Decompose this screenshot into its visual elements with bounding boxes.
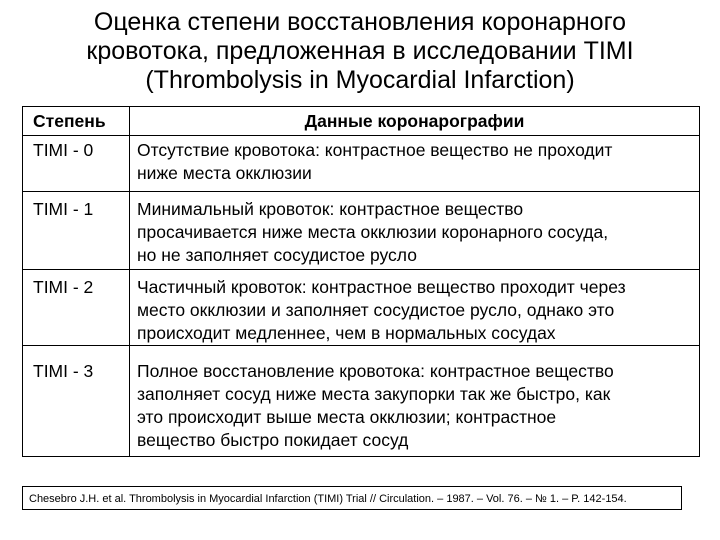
page-title: [0, 8, 720, 95]
description-line: но не заполняет сосудистое русло: [137, 245, 417, 265]
table-header-row: [23, 107, 700, 136]
grade-cell: TIMI - 0: [23, 136, 130, 192]
header-grade: Степень: [23, 107, 130, 136]
table-row: [23, 136, 700, 192]
description-line: просачивается ниже места окклюзии коронарного сосуда,: [137, 222, 609, 242]
table-row: [23, 270, 700, 346]
description-cell: [130, 136, 700, 192]
description-line: заполняет сосуд ниже места закупорки так же быстро, как: [137, 384, 611, 404]
description-line: Минимальный кровоток: контрастное вещество: [137, 199, 524, 219]
title-line-3: (Thrombolysis in Myocardial Infarction): [145, 66, 575, 94]
table-row: [23, 192, 700, 270]
description-line: ниже места окклюзии: [137, 163, 312, 183]
description-cell: [130, 346, 700, 457]
description-line: Полное восстановление кровотока: контрастное вещество: [137, 361, 614, 381]
description-line: Отсутствие кровотока: контрастное вещество не проходит: [137, 140, 613, 160]
description-line: происходит медленнее, чем в нормальных сосудах: [137, 323, 556, 343]
citation-box: Chesebro J.H. et al. Thrombolysis in Myocardial Infarction (TIMI) Trial // Circulation. – 1987. – Vol. 76. – № 1. – P. 142-154.: [22, 486, 682, 510]
header-angiography-data: Данные коронарографии: [130, 107, 700, 136]
timi-table: [22, 106, 700, 457]
description-cell: [130, 270, 700, 346]
grade-cell: TIMI - 3: [23, 346, 130, 457]
grade-cell: TIMI - 2: [23, 270, 130, 346]
table-row: [23, 346, 700, 457]
title-line-1: Оценка степени восстановления коронарного: [93, 8, 627, 36]
description-line: место окклюзии и заполняет сосудистое русло, однако это: [137, 300, 615, 320]
description-line: Частичный кровоток: контрастное вещество проходит через: [137, 277, 626, 297]
title-line-2: кровотока, предложенная в исследовании TIMI: [86, 37, 634, 65]
description-line: это происходит выше места окклюзии; контрастное: [137, 407, 557, 427]
description-cell: [130, 192, 700, 270]
description-line: вещество быстро покидает сосуд: [137, 430, 409, 450]
grade-cell: TIMI - 1: [23, 192, 130, 270]
